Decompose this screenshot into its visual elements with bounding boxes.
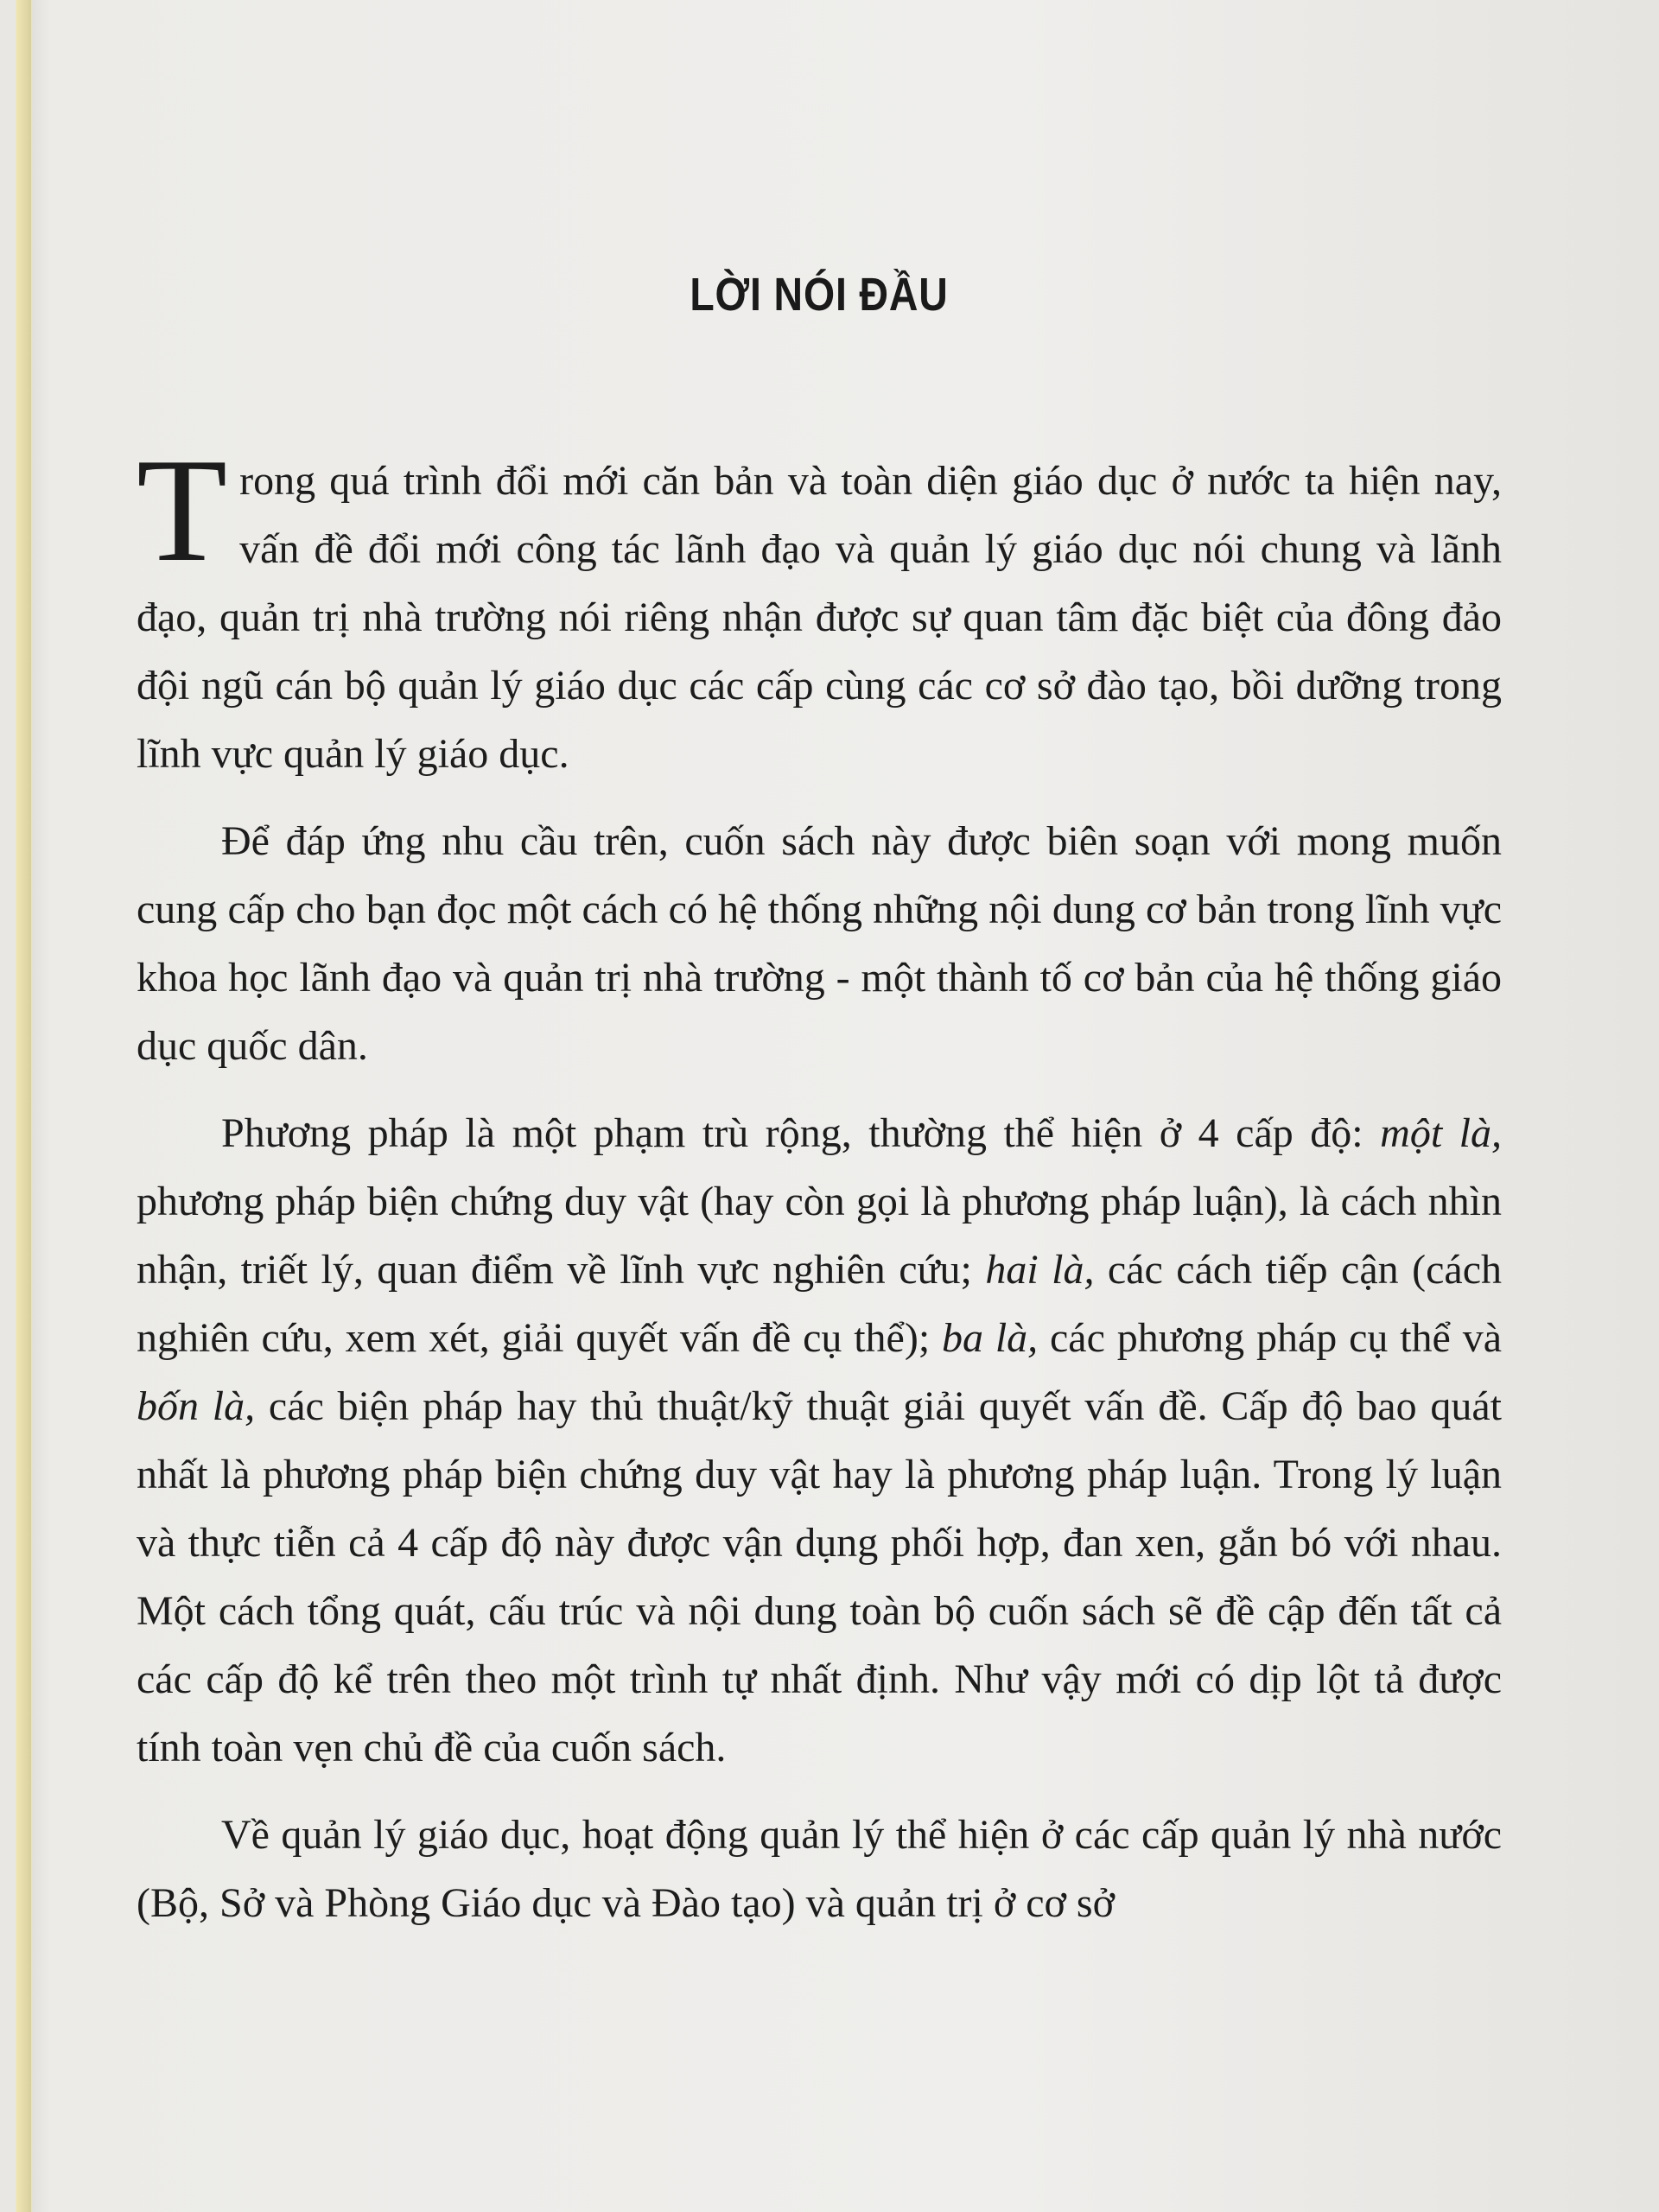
paragraph-3-text: phương pháp biện chứng duy vật (hay còn gọi là phương pháp luận), là cách nhìn nhận, triết lý, quan điểm về lĩnh vực nghiên cứu; [137,1179,1502,1293]
page-edge [16,0,31,2212]
page-content [137,251,1502,1956]
paragraph-3-text: Phương pháp là một phạm trù rộng, thường thể hiện ở 4 cấp độ: [221,1110,1381,1156]
paragraph-2: Để đáp ứng nhu cầu trên, cuốn sách này được biên soạn với mong muốn cung cấp cho bạn đọc một cách có hệ thống những nội dung cơ bản trong lĩnh vực khoa học lãnh đạo và quản trị nhà trường - một thành tố cơ bản của hệ thống giáo dục quốc dân. [137,818,1502,1069]
paragraph-3-text: các cách tiếp cận (cách nghiên cứu, xem xét, giải quyết vấn đề cụ thể); [137,1247,1503,1361]
italic-term: ba là, [942,1315,1039,1361]
italic-term: một là, [1380,1110,1503,1156]
italic-term: hai là, [985,1247,1095,1293]
paragraph-1-text: rong quá trình đổi mới căn bản và toàn diện giáo dục ở nước ta hiện nay, vấn đề đổi mới công tác lãnh đạo và quản lý giáo dục nói chung và lãnh đạo, quản trị nhà trường nói riêng nhận được sự quan tâm đặc biệt của đông đảo đội ngũ cán bộ quản lý giáo dục các cấp cùng các cơ sở đào tạo, bồi dưỡng trong lĩnh vực quản lý giáo dục. [137,458,1502,777]
drop-cap: T [137,429,228,593]
book-page [16,0,1659,2212]
paragraph-4: Về quản lý giáo dục, hoạt động quản lý thể hiện ở các cấp quản lý nhà nước (Bộ, Sở và Phòng Giáo dục và Đào tạo) và quản trị ở cơ sở [137,1812,1502,1926]
paragraph-3-text: các biện pháp hay thủ thuật/kỹ thuật giải quyết vấn đề. Cấp độ bao quát nhất là phương pháp biện chứng duy vật hay là phương pháp luận. Trong lý luận và thực tiễn cả 4 cấp độ này được vận dụng phối hợp, đan xen, gắn bó với nhau. Một cách tổng quát, cấu trúc và nội dung toàn bộ cuốn sách sẽ đề cập đến tất cả các cấp độ kể trên theo một trình tự nhất định. Như vậy mới có dịp lột tả được tính toàn vẹn chủ đề của cuốn sách. [137,1383,1502,1770]
paragraph-1 [137,429,1502,788]
paragraph-3 [137,1099,1502,1782]
italic-term: bốn là, [137,1383,256,1429]
page-title: LỜI NÓI ĐẦU [690,269,949,321]
paragraph-3-text: các phương pháp cụ thể và [1038,1315,1502,1361]
